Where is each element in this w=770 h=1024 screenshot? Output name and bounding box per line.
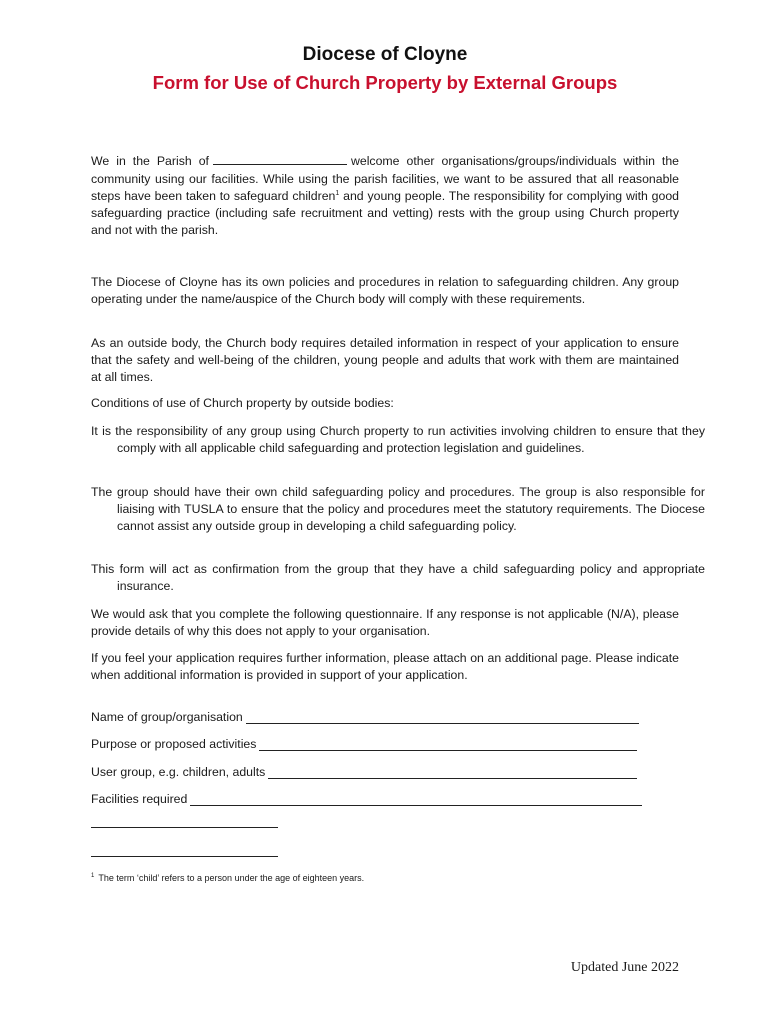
footnote-text: The term ‘child’ refers to a person under the age of eighteen years. (98, 873, 365, 883)
facilities-field-row (91, 792, 642, 806)
name-field-label: Name of group/organisation (91, 710, 243, 724)
name-field-row (91, 710, 639, 724)
condition-2: The group should have their own child safeguarding policy and procedures. The group is also responsible for liaising with TUSLA to ensure that the policy and procedures meet the statutory requirements. The Diocese cannot assist any outside group in developing a child safeguarding policy. (91, 485, 705, 534)
policies-paragraph: The Diocese of Cloyne has its own policies and procedures in relation to safeguarding children. Any group operating under the name/auspice of the Church body will comply with these requirements. (91, 275, 679, 307)
form-subtitle: Form for Use of Church Property by External Groups (152, 72, 618, 93)
footnote-number: 1 (91, 873, 95, 879)
intro-after-blank: welcome other organisations/groups/individuals within the community using our facilities. While using the parish facilities, we want to be assured that all reasonable steps have been taken to safeguard children (91, 154, 680, 203)
parish-name-field[interactable] (213, 152, 347, 165)
intro-rest: and young people. The responsibility for complying with good safeguarding practice (including safe recruitment and vetting) rests with the group using Church property and not with the parish. (91, 188, 679, 238)
conditions-heading: Conditions of use of Church property by outside bodies: (91, 396, 394, 411)
intro-paragraph (91, 152, 679, 239)
intro-before-blank: We in the Parish of (91, 154, 209, 169)
further-info-paragraph: If you feel your application requires further information, please attach on an additional page. Please indicate when additional information is provided in support of your application. (91, 651, 679, 683)
facilities-field-input[interactable] (190, 793, 642, 806)
facilities-field-label: Facilities required (91, 792, 188, 806)
updated-date: Updated June 2022 (570, 960, 679, 975)
user-group-field-input[interactable] (268, 766, 637, 779)
purpose-field-input[interactable] (259, 738, 637, 751)
footnote-ref: 1 (335, 189, 340, 197)
extra-line-1[interactable] (91, 826, 278, 828)
footnote (91, 873, 364, 883)
user-group-field-row (91, 765, 637, 779)
purpose-field-row (91, 737, 637, 751)
outside-body-paragraph: As an outside body, the Church body requires detailed information in respect of your application to ensure that the safety and well-being of the children, young people and adults that work with them are maintained at all times. (91, 336, 679, 385)
condition-1: It is the responsibility of any group using Church property to run activities involving children to ensure that they comply with all applicable child safeguarding and protection legislation and guidelines. (91, 424, 705, 456)
user-group-field-label: User group, e.g. children, adults (91, 765, 266, 779)
extra-line-2[interactable] (91, 855, 278, 857)
questionnaire-paragraph: We would ask that you complete the following questionnaire. If any response is not applicable (N/A), please provide details of why this does not apply to your organisation. (91, 607, 679, 639)
page-title: Diocese of Cloyne (302, 44, 468, 65)
condition-3: This form will act as confirmation from the group that they have a child safeguarding policy and appropriate insurance. (91, 562, 705, 594)
purpose-field-label: Purpose or proposed activities (91, 737, 257, 751)
name-field-input[interactable] (246, 711, 639, 724)
